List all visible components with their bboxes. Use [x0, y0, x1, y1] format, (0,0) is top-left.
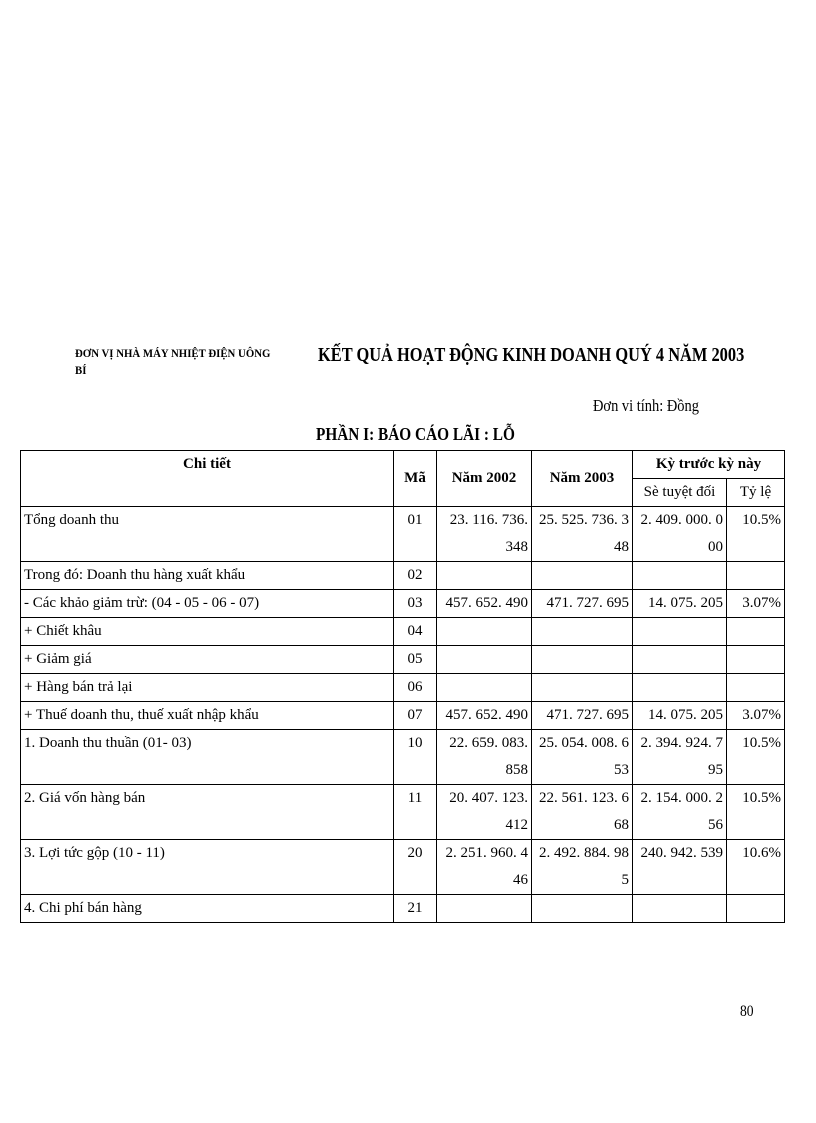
table-row — [21, 840, 785, 895]
profit-loss-table — [20, 450, 785, 923]
row-absolute: 2. 394. 924. 795 — [633, 730, 727, 785]
table-row — [21, 618, 785, 646]
table-row — [21, 507, 785, 562]
row-code: 07 — [394, 702, 437, 730]
row-code: 03 — [394, 590, 437, 618]
table-row — [21, 702, 785, 730]
row-absolute — [633, 674, 727, 702]
row-absolute: 2. 154. 000. 256 — [633, 785, 727, 840]
row-code: 06 — [394, 674, 437, 702]
row-absolute: 14. 075. 205 — [633, 702, 727, 730]
row-detail: + Hàng bán trả lại — [21, 674, 394, 702]
header-ratio: Tỷ lệ — [727, 479, 785, 507]
row-ratio — [727, 646, 785, 674]
row-value-2003: 471. 727. 695 — [532, 702, 633, 730]
row-absolute: 2. 409. 000. 000 — [633, 507, 727, 562]
row-detail: + Thuế doanh thu, thuế xuất nhập khẩu — [21, 702, 394, 730]
header-year-2002: Năm 2002 — [437, 451, 532, 507]
page-number: 80 — [740, 1003, 754, 1020]
row-value-2003: 25. 525. 736. 348 — [532, 507, 633, 562]
row-value-2003 — [532, 646, 633, 674]
table-row — [21, 674, 785, 702]
row-code: 10 — [394, 730, 437, 785]
row-code: 01 — [394, 507, 437, 562]
row-detail: 1. Doanh thu thuần (01- 03) — [21, 730, 394, 785]
row-value-2003: 22. 561. 123. 668 — [532, 785, 633, 840]
row-value-2002 — [437, 562, 532, 590]
row-code: 21 — [394, 895, 437, 923]
row-value-2002 — [437, 674, 532, 702]
row-code: 05 — [394, 646, 437, 674]
row-value-2002: 22. 659. 083. 858 — [437, 730, 532, 785]
row-value-2002: 457. 652. 490 — [437, 590, 532, 618]
row-value-2003 — [532, 674, 633, 702]
row-absolute — [633, 895, 727, 923]
table-row — [21, 562, 785, 590]
row-code: 20 — [394, 840, 437, 895]
row-value-2003 — [532, 895, 633, 923]
row-detail: 4. Chi phí bán hàng — [21, 895, 394, 923]
table-row — [21, 895, 785, 923]
row-value-2002: 20. 407. 123. 412 — [437, 785, 532, 840]
header-absolute: Sè tuyệt đối — [633, 479, 727, 507]
table-row — [21, 730, 785, 785]
header-code: Mã — [394, 451, 437, 507]
table-row — [21, 590, 785, 618]
row-absolute — [633, 562, 727, 590]
row-code: 02 — [394, 562, 437, 590]
row-absolute — [633, 618, 727, 646]
row-ratio — [727, 562, 785, 590]
row-ratio — [727, 895, 785, 923]
row-value-2002: 2. 251. 960. 446 — [437, 840, 532, 895]
row-absolute: 14. 075. 205 — [633, 590, 727, 618]
row-code: 04 — [394, 618, 437, 646]
header-comparison: Kỳ trước kỳ này — [633, 451, 785, 479]
row-value-2002: 23. 116. 736. 348 — [437, 507, 532, 562]
row-ratio: 3.07% — [727, 702, 785, 730]
header-detail: Chi tiết — [21, 451, 394, 507]
currency-unit: Đơn vi tính: Đồng — [593, 396, 699, 415]
row-detail: Trong đó: Doanh thu hàng xuất khẩu — [21, 562, 394, 590]
report-title: KẾT QUẢ HOẠT ĐỘNG KINH DOANH QUÝ 4 NĂM 2003 — [318, 344, 745, 366]
table-row — [21, 646, 785, 674]
table-row — [21, 785, 785, 840]
row-ratio: 3.07% — [727, 590, 785, 618]
row-detail: 2. Giá vốn hàng bán — [21, 785, 394, 840]
row-ratio: 10.6% — [727, 840, 785, 895]
table-body — [21, 507, 785, 923]
row-detail: + Giảm giá — [21, 646, 394, 674]
row-code: 11 — [394, 785, 437, 840]
header-year-2003: Năm 2003 — [532, 451, 633, 507]
row-value-2003: 25. 054. 008. 653 — [532, 730, 633, 785]
section-heading: PHẦN I: BÁO CÁO LÃI : LỖ — [316, 424, 515, 444]
row-absolute: 240. 942. 539 — [633, 840, 727, 895]
row-value-2002: 457. 652. 490 — [437, 702, 532, 730]
row-detail: - Các khảo giảm trừ: (04 - 05 - 06 - 07) — [21, 590, 394, 618]
organization-name: ĐƠN VỊ NHÀ MÁY NHIỆT ĐIỆN UÔNG BÍ — [75, 346, 271, 377]
row-ratio — [727, 674, 785, 702]
row-absolute — [633, 646, 727, 674]
row-value-2003: 471. 727. 695 — [532, 590, 633, 618]
row-ratio: 10.5% — [727, 507, 785, 562]
row-value-2003 — [532, 618, 633, 646]
row-detail: 3. Lợi tức gộp (10 - 11) — [21, 840, 394, 895]
row-ratio — [727, 618, 785, 646]
row-detail: Tổng doanh thu — [21, 507, 394, 562]
row-value-2002 — [437, 646, 532, 674]
row-value-2002 — [437, 618, 532, 646]
row-value-2003 — [532, 562, 633, 590]
row-ratio: 10.5% — [727, 785, 785, 840]
row-value-2002 — [437, 895, 532, 923]
row-value-2003: 2. 492. 884. 985 — [532, 840, 633, 895]
row-detail: + Chiết khâu — [21, 618, 394, 646]
row-ratio: 10.5% — [727, 730, 785, 785]
